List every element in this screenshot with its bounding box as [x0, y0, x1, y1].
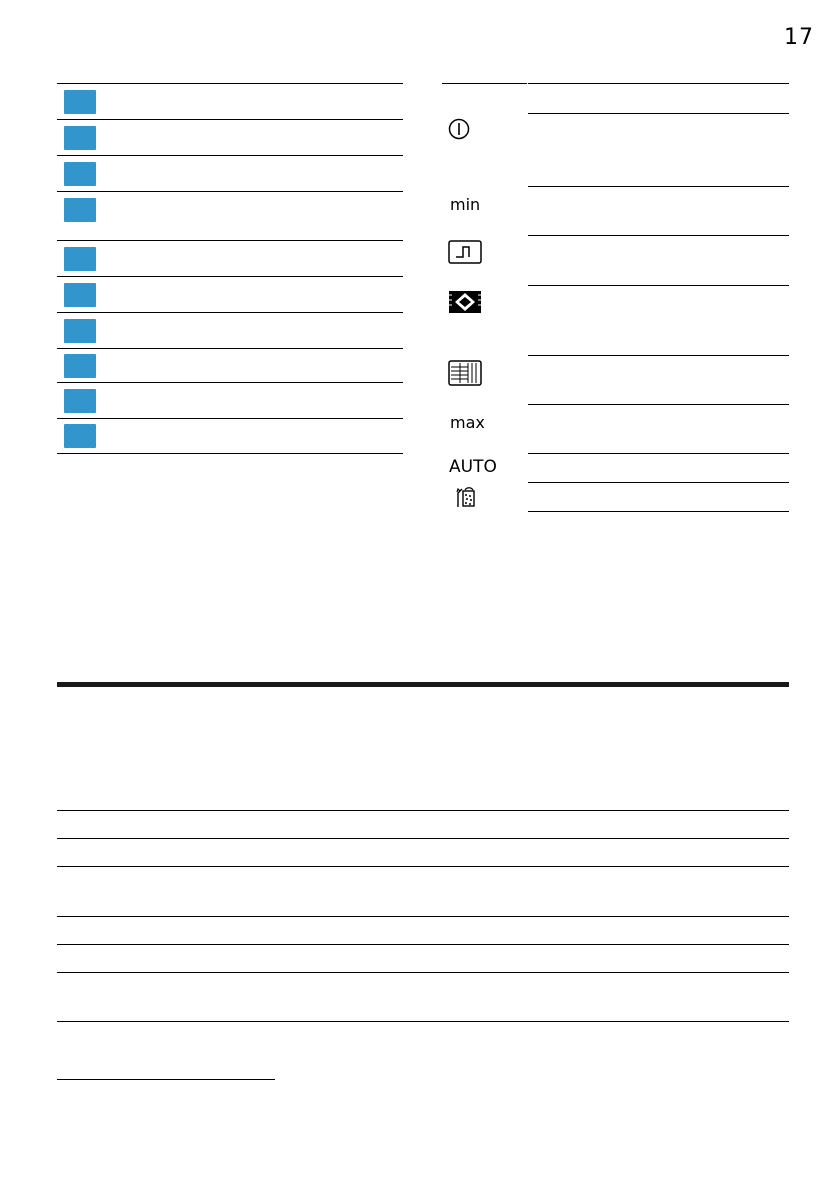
- blue-key-square: [64, 319, 96, 343]
- key-row: [57, 419, 403, 454]
- symbol-row: [442, 483, 789, 512]
- blue-key-square: [64, 424, 96, 448]
- symbol-row: [442, 356, 789, 405]
- symbol-header-row: [442, 84, 789, 114]
- blue-key-square: [64, 283, 96, 307]
- key-row: [57, 192, 403, 241]
- key-row: [57, 349, 403, 383]
- blue-key-square: [64, 162, 96, 186]
- min-label: min: [450, 195, 481, 214]
- symbol-row: [442, 114, 789, 187]
- table-row: [57, 973, 789, 1022]
- blue-key-square: [64, 247, 96, 271]
- key-row: [57, 84, 403, 120]
- pot-fill-icon: [454, 485, 478, 513]
- symbol-row: [442, 286, 789, 356]
- symbol-row: [442, 405, 789, 454]
- blue-key-square: [64, 354, 96, 378]
- diamond-grid-icon: [448, 290, 482, 318]
- page-number: 17: [784, 25, 814, 50]
- grid-pattern-icon: [448, 360, 482, 390]
- key-row: [57, 120, 403, 156]
- key-row: [57, 241, 403, 277]
- blue-key-square: [64, 90, 96, 114]
- footnote-rule: [57, 1079, 275, 1080]
- symbol-row: [442, 187, 789, 236]
- blue-key-square: [64, 389, 96, 413]
- key-row: [57, 277, 403, 313]
- symbol-row: [442, 454, 789, 483]
- table-row: [57, 839, 789, 867]
- key-row: [57, 383, 403, 419]
- table-row: [57, 917, 789, 945]
- key-row: [57, 156, 403, 192]
- table-row: [57, 945, 789, 973]
- step-icon: [448, 240, 482, 268]
- blue-key-square: [64, 126, 96, 150]
- max-label: max: [450, 413, 485, 432]
- table-row: [57, 811, 789, 839]
- table-row: [57, 867, 789, 917]
- blue-key-square: [64, 198, 96, 222]
- power-icon: [448, 118, 470, 144]
- key-row: [57, 313, 403, 349]
- section-divider: [57, 682, 789, 687]
- symbol-row: [442, 236, 789, 286]
- auto-label: AUTO: [449, 457, 497, 477]
